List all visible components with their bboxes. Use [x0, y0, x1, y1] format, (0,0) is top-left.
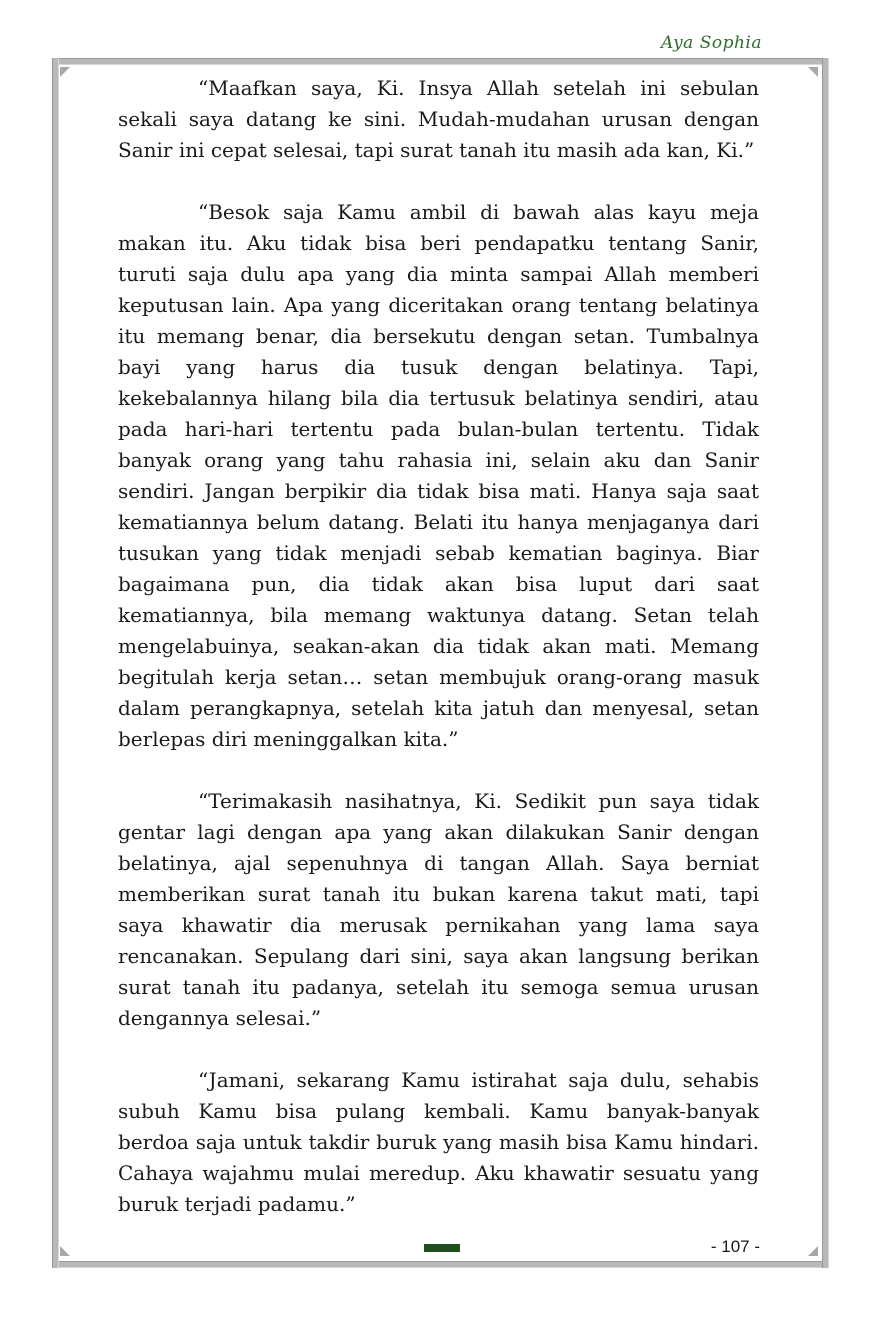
- corner-ornament-bottom-left: [60, 1246, 70, 1256]
- page-frame-right: [822, 58, 829, 1268]
- footer-ornament-bar: [424, 1244, 460, 1252]
- paragraph: “Besok saja Kamu ambil di bawah alas kayu meja makan itu. Aku tidak bisa beri pendapatku tentang Sanir, turuti saja dulu apa yang dia minta sampai Allah memberi keputusan lain. Apa yang diceritakan orang tentang belatinya itu memang benar, dia bersekutu dengan setan. Tumbalnya bayi yang harus dia tusuk dengan belatinya. Tapi, kekebalannya hilang bila dia tertusuk belatinya sendiri, atau pada hari-hari tertentu pada bulan-bulan tertentu. Tidak banyak orang yang tahu rahasia ini, selain aku dan Sanir sendiri. Jangan berpikir dia tidak bisa mati. Hanya saja saat kematiannya belum datang. Belati itu hanya menjaganya dari tusukan yang tidak menjadi sebab kematian baginya. Biar bagaimana pun, dia tidak akan bisa luput dari saat kematiannya, bila memang waktunya datang. Setan telah mengelabuinya, seakan-akan dia tidak akan mati. Memang begitulah kerja setan… setan membujuk orang-orang masuk dalam perangkapnya, setelah kita jatuh dan menyesal, setan berlepas diri meninggalkan kita.”: [118, 200, 759, 751]
- paragraph: “Maafkan saya, Ki. Insya Allah setelah ini sebulan sekali saya datang ke sini. Mudah-mudahan urusan dengan Sanir ini cepat selesai, tapi surat tanah itu masih ada kan, Ki.”: [118, 76, 759, 162]
- corner-ornament-top-left: [60, 67, 70, 77]
- page-body: [118, 73, 759, 1251]
- page-frame-left: [52, 58, 59, 1268]
- running-header-title: Aya Sophia: [660, 33, 762, 53]
- paragraph: “Jamani, sekarang Kamu istirahat saja dulu, sehabis subuh Kamu bisa pulang kembali. Kamu banyak-banyak berdoa saja untuk takdir buruk yang masih bisa Kamu hindari. Cahaya wajahmu mulai meredup. Aku khawatir sesuatu yang buruk terjadi padamu.”: [118, 1068, 759, 1216]
- corner-ornament-top-right: [808, 67, 818, 77]
- page-frame-top: [52, 58, 828, 65]
- corner-ornament-bottom-right: [808, 1246, 818, 1256]
- page-frame-bottom: [52, 1261, 828, 1268]
- paragraph: “Terimakasih nasihatnya, Ki. Sedikit pun saya tidak gentar lagi dengan apa yang akan dilakukan Sanir dengan belatinya, ajal sepenuhnya di tangan Allah. Saya berniat memberikan surat tanah itu bukan karena takut mati, tapi saya khawatir dia merusak pernikahan yang lama saya rencanakan. Sepulang dari sini, saya akan langsung berikan surat tanah itu padanya, setelah itu semoga semua urusan dengannya selesai.”: [118, 789, 759, 1030]
- page-number: - 107 -: [710, 1237, 760, 1256]
